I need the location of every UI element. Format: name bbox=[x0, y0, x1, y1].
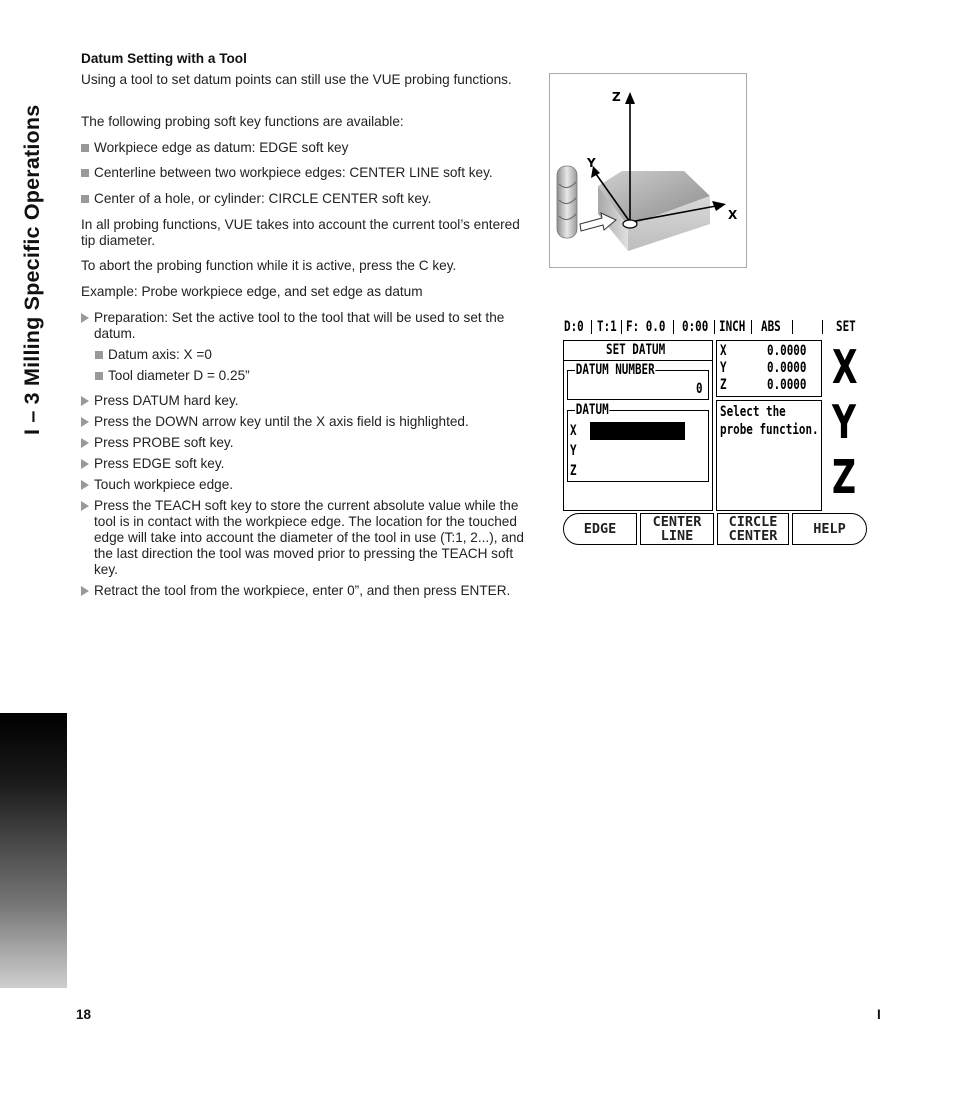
datum-axis-y-label: Y bbox=[570, 443, 577, 459]
instruction-line-2: probe function. bbox=[720, 422, 819, 438]
step-item: Press EDGE soft key. bbox=[81, 456, 526, 472]
datum-point-marker bbox=[623, 220, 637, 228]
axis-label-z: Z bbox=[612, 90, 621, 104]
workpiece-edge-diagram bbox=[550, 74, 746, 267]
axis-key-z[interactable]: Z bbox=[832, 450, 857, 504]
triangle-bullet-icon bbox=[81, 396, 89, 406]
note-abort: To abort the probing function while it is active, press the C key. bbox=[81, 258, 457, 273]
intro-paragraph: Using a tool to set datum points can still use the VUE probing functions. bbox=[81, 72, 512, 87]
triangle-bullet-icon bbox=[81, 417, 89, 427]
axis-key-y[interactable]: Y bbox=[832, 395, 856, 449]
status-divider bbox=[822, 320, 823, 334]
status-divider bbox=[673, 320, 674, 334]
bullet-square-icon bbox=[81, 195, 89, 203]
help-softkey-button[interactable]: HELP bbox=[792, 513, 867, 545]
datum-x-input-highlighted[interactable] bbox=[590, 422, 685, 440]
step-item: Retract the tool from the workpiece, enter 0”, and then press ENTER. bbox=[81, 583, 526, 599]
sub-list-item: Tool diameter D = 0.25” bbox=[95, 368, 525, 384]
position-value-z: 0.0000 bbox=[767, 377, 807, 393]
sidebar-gradient-tab bbox=[0, 713, 67, 988]
position-axis-y: Y bbox=[720, 360, 727, 376]
datum-group-label: DATUM bbox=[575, 402, 609, 418]
status-divider bbox=[591, 320, 592, 334]
z-axis-arrowhead bbox=[625, 92, 635, 104]
status-divider bbox=[792, 320, 793, 334]
status-unit: INCH bbox=[719, 319, 746, 335]
example-paragraph: Example: Probe workpiece edge, and set edge as datum bbox=[81, 284, 423, 299]
available-paragraph: The following probing soft key functions are available: bbox=[81, 114, 404, 129]
datum-number-value: 0 bbox=[696, 381, 703, 397]
step-item: Press PROBE soft key. bbox=[81, 435, 526, 451]
step-item: Preparation: Set the active tool to the tool that will be used to set the datum. bbox=[81, 310, 526, 342]
list-item: Center of a hole, or cylinder: CIRCLE CENTER soft key. bbox=[81, 191, 526, 207]
page-number: 18 bbox=[76, 1007, 92, 1022]
triangle-bullet-icon bbox=[81, 586, 89, 596]
x-axis-arrowhead bbox=[712, 201, 726, 211]
sub-list-item: Datum axis: X =0 bbox=[95, 347, 525, 363]
position-axis-x: X bbox=[720, 343, 727, 359]
triangle-bullet-icon bbox=[81, 480, 89, 490]
triangle-bullet-icon bbox=[81, 501, 89, 511]
position-axis-z: Z bbox=[720, 377, 727, 393]
step-item: Press DATUM hard key. bbox=[81, 393, 526, 409]
instruction-line-1: Select the bbox=[720, 404, 786, 420]
status-tool: T:1 bbox=[597, 319, 617, 335]
position-value-y: 0.0000 bbox=[767, 360, 807, 376]
bullet-square-icon bbox=[81, 169, 89, 177]
status-mode: ABS bbox=[761, 319, 781, 335]
section-heading: Datum Setting with a Tool bbox=[81, 51, 247, 66]
datum-axis-x-label: X bbox=[570, 423, 577, 439]
status-time: 0:00 bbox=[682, 319, 709, 335]
datum-axis-z-label: Z bbox=[570, 463, 577, 479]
list-item: Centerline between two workpiece edges: CENTER LINE soft key. bbox=[81, 165, 526, 181]
list-item: Workpiece edge as datum: EDGE soft key bbox=[81, 140, 526, 156]
axis-label-x: X bbox=[728, 208, 738, 222]
dialog-title-divider bbox=[563, 360, 713, 361]
status-feed: F: 0.0 bbox=[626, 319, 666, 335]
status-divider bbox=[714, 320, 715, 334]
triangle-bullet-icon bbox=[81, 313, 89, 323]
bullet-square-icon bbox=[95, 372, 103, 380]
sidebar-chapter-title: I – 3 Milling Specific Operations bbox=[20, 104, 44, 435]
bullet-square-icon bbox=[81, 144, 89, 152]
position-value-x: 0.0000 bbox=[767, 343, 807, 359]
datum-axes-group bbox=[567, 410, 709, 482]
datum-number-label: DATUM NUMBER bbox=[575, 362, 655, 378]
note-tool-diameter: In all probing functions, VUE takes into account the current tool’s entered tip diameter. bbox=[81, 217, 520, 248]
axis-label-y: Y bbox=[587, 156, 596, 170]
dialog-title: SET DATUM bbox=[606, 342, 666, 358]
axis-key-x[interactable]: X bbox=[832, 340, 858, 394]
edge-softkey-button[interactable]: EDGE bbox=[563, 513, 637, 545]
triangle-bullet-icon bbox=[81, 438, 89, 448]
status-datum: D:0 bbox=[564, 319, 584, 335]
status-divider bbox=[621, 320, 622, 334]
circle-center-softkey-button[interactable]: CIRCLE CENTER bbox=[717, 513, 789, 545]
end-mill-tool bbox=[557, 166, 577, 238]
page-section-marker: I bbox=[877, 1007, 881, 1022]
step-item: Press the DOWN arrow key until the X axis field is highlighted. bbox=[81, 414, 526, 430]
step-item: Touch workpiece edge. bbox=[81, 477, 526, 493]
step-item: Press the TEACH soft key to store the current absolute value while the tool is in contact with the workpiece edge. The location for the touched edge will take into account the diameter of the tool in use (T:1, 2...), and the last direction the tool was moved prior to pressing the TEACH soft key. bbox=[81, 498, 526, 578]
center-line-softkey-button[interactable]: CENTER LINE bbox=[640, 513, 714, 545]
status-divider bbox=[751, 320, 752, 334]
triangle-bullet-icon bbox=[81, 459, 89, 469]
status-set: SET bbox=[836, 319, 856, 335]
bullet-square-icon bbox=[95, 351, 103, 359]
probing-illustration bbox=[549, 73, 747, 268]
